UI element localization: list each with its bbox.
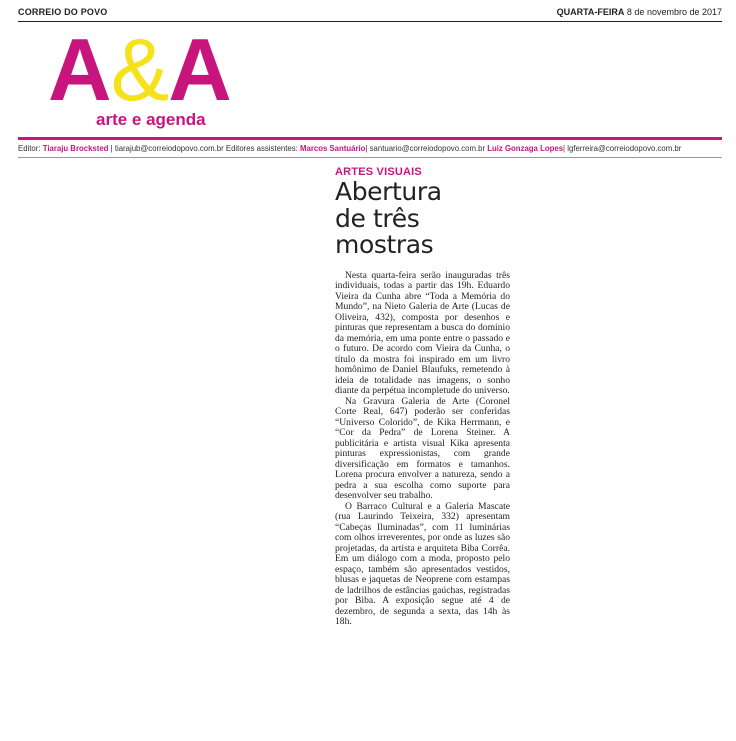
article-paragraph: Nesta quarta-feira serão inauguradas três individuais, todas a partir das 19h. Eduardo Vieira da Cunha abre “Toda a Memória do Mundo”, na Nieto Galeria de Arte (Lucas de Oliveira, 432), composta por desenhos e pinturas que representam a busca do domínio da memória, em uma ponte entre o passado e o futuro. De acordo com Vieira da Cunha, o título da mostra foi inspirado em um livro homônimo de Daniel Blaufuks, remetendo à ideia de totalidade nas imagens, o sonho diante da perpétua incompletude do universo.	[335, 269, 510, 396]
dateline	[557, 7, 722, 17]
assistant1-name: Marcos Santuário	[300, 144, 366, 153]
editors-bottom-rule	[18, 157, 722, 158]
paper-name: CORREIO DO POVO	[18, 7, 108, 17]
logo-subtitle: arte e agenda	[96, 110, 206, 129]
article-kicker: ARTES VISUAIS	[335, 166, 422, 178]
section-logo-graphic	[48, 26, 268, 130]
assistant1-email: | santuario@correiodopovo.com.br	[365, 144, 486, 153]
headline-line: Abertura	[335, 177, 442, 206]
article-body	[335, 271, 510, 628]
editors-top-rule	[18, 137, 722, 140]
article-headline	[335, 179, 510, 259]
logo-letters: A&A	[48, 26, 231, 119]
headline-line: de três	[335, 203, 420, 233]
editor-label: Editor:	[18, 144, 41, 153]
editors-line	[18, 144, 722, 156]
editor-email: | tiarajub@correiodopovo.com.br	[110, 144, 224, 153]
section-logo	[48, 26, 268, 130]
editor-name: Tiaraju Brocksted	[42, 144, 109, 153]
article-paragraph: O Barraco Cultural e a Galeria Mascate (rua Laurindo Teixeira, 332) apresentam “Cabeças Iluminadas”, com 11 luminárias com olhos irreverentes, por onde as luzes são projetadas, da artista e arquiteta Biba Corrêa. Em um diálogo com a moda, proposto pelo espaço, também são apresentados vestidos, blusas e jaquetas de Neoprene com estampas de ladrilhos de estâncias gaúchas, registradas por Biba. A exposição segue até 4 de dezembro, de segunda a sexta, das 14h às 18h.	[335, 500, 510, 627]
assistants-label: Editores assistentes:	[225, 144, 298, 153]
article	[335, 166, 510, 628]
article-paragraph: Na Gravura Galeria de Arte (Coronel Corte Real, 647) poderão ser conferidas “Universo Colorido”, de Kika Herrmann, e “Cor da Pedra” de Lorena Steiner. A publicitária e artista visual Kika apresenta pinturas expressionistas, com grande diversificação em formatos e tamanhos. Lorena procura envolver a natureza, sendo a pedra a sua escolha como suporte para desenvolver seu trabalho.	[335, 395, 510, 501]
weekday: QUARTA-FEIRA	[556, 7, 625, 17]
date: 8 de novembro de 2017	[626, 7, 722, 17]
masthead-bar	[18, 7, 722, 22]
assistant2-name: Luiz Gonzaga Lopes	[487, 144, 564, 153]
assistant2-email: | lgferreira@correiodopovo.com.br	[563, 144, 682, 153]
headline-line: mostras	[335, 230, 434, 259]
